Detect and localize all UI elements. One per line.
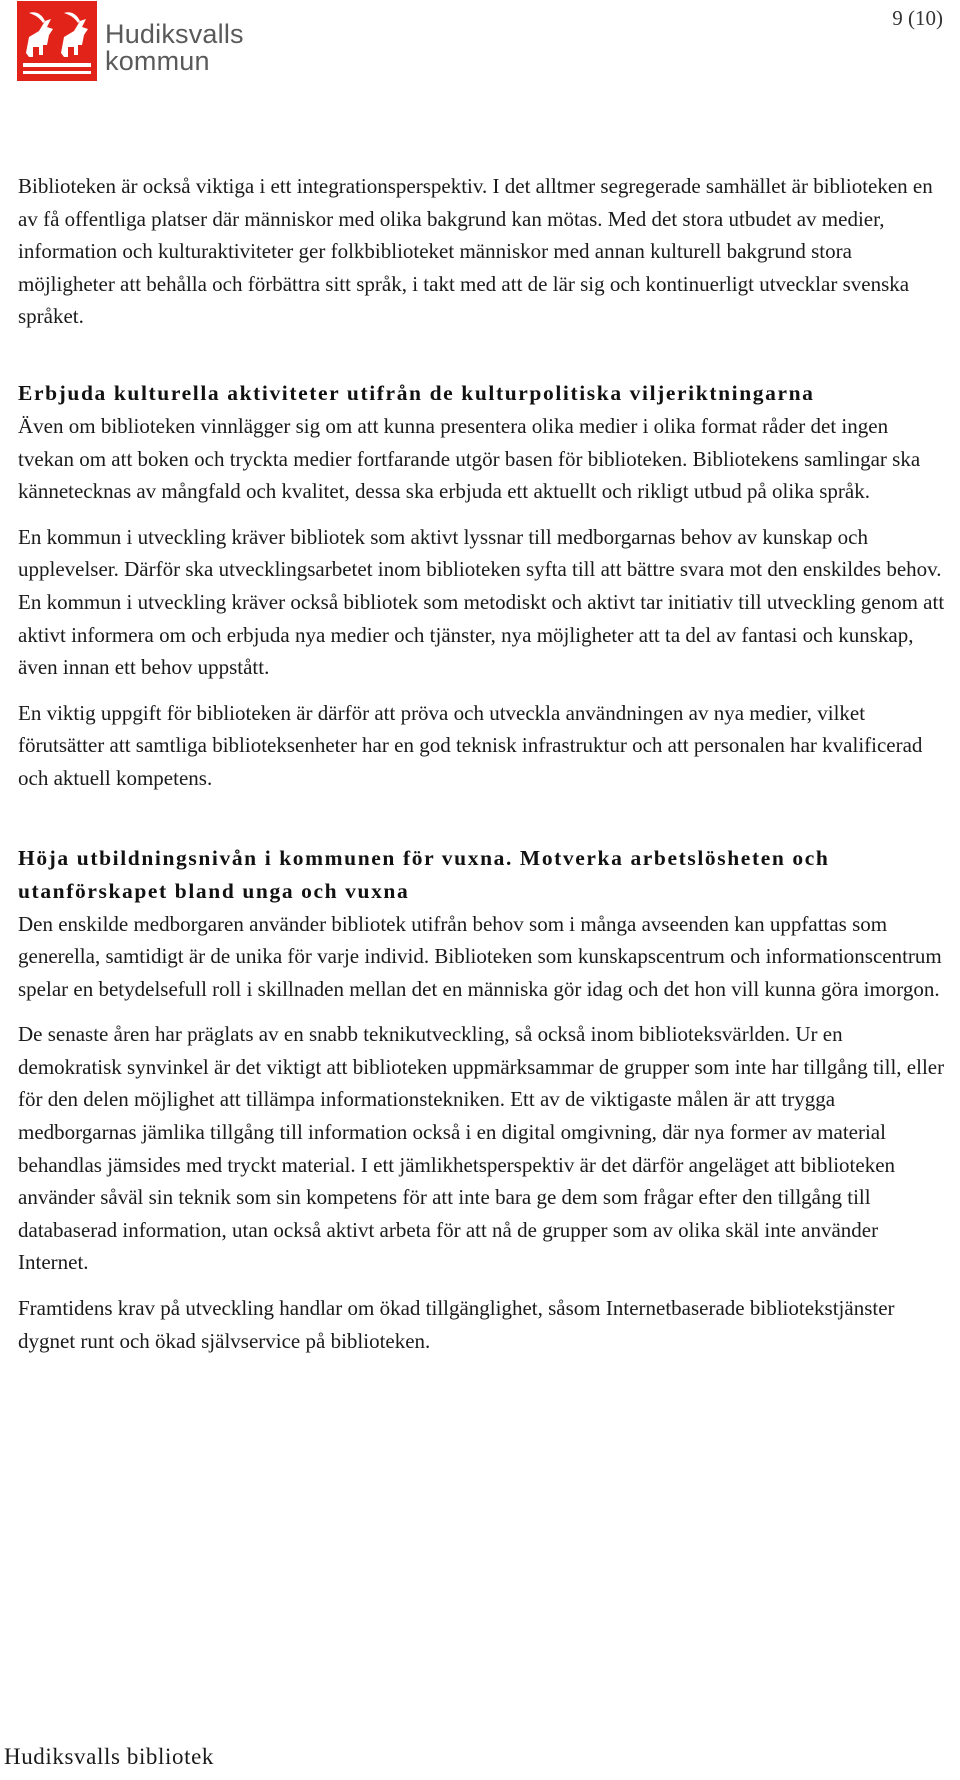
section-heading-education: Höja utbildningsnivån i kommunen för vuxna. Motverka arbetslösheten och utanförskapet bland unga och vuxna xyxy=(18,845,830,903)
page-footer: Hudiksvalls bibliotek xyxy=(4,1744,215,1769)
section1-paragraph: En kommun i utveckling kräver bibliotek som aktivt lyssnar till medborgarnas behov av kunskap och upplevelser. Därför ska utvecklingsarbetet inom biblioteken syfta till att bättre svara mot den enskildes behov. En kommun i utveckling kräver också bibliotek som metodiskt och aktivt tar initiativ till utveckling genom att aktivt informera om och erbjuda nya medier och tjänster, nya möjligheter att ta del av fantasi och kunskap, även innan ett behov uppstått. xyxy=(18,524,945,680)
logo-line-2: kommun xyxy=(105,46,210,76)
goats-emblem-icon xyxy=(17,1,97,81)
logo-line-1: Hudiksvalls xyxy=(105,19,244,49)
intro-paragraph: Biblioteken är också viktiga i ett integrationsperspektiv. I det alltmer segregerade samhället är biblioteken en av få offentliga platser där människor med olika bakgrund kan mötas. Med det stora utbudet av medier, information och kulturaktiviteter ger folkbiblioteket människor med annan kulturell bakgrund stora möjligheter att behålla och förbättra sitt språk, i takt med att de lär sig och kontinuerligt utvecklar svenska språket. xyxy=(18,174,933,329)
section2-paragraph: De senaste åren har präglats av en snabb teknikutveckling, så också inom biblioteksvärlden. Ur en demokratisk synvinkel är det viktigt att biblioteken uppmärksammar de grupper som inte har tillgång till, eller för den delen möjlighet att tillämpa informationstekniken. Ett av de viktigaste målen är att trygga medborgarnas jämlika tillgång till information också i en digital omgivning, där nya former av material behandlas jämsides med tryckt material. I ett jämlikhetsperspektiv är det därför angeläget att biblioteken använder såväl sin teknik som sin kompetens för att inte bara ge dem som frågar efter den tillgång till databaserad information, utan också aktivt arbeta för att nå de grupper som av olika skäl inte använder Internet. xyxy=(18,1022,945,1275)
section-heading-culture: Erbjuda kulturella aktiviteter utifrån de kulturpolitiska viljeriktningarna xyxy=(18,380,815,405)
municipality-logo xyxy=(17,1,267,81)
page-number: 9 (10) xyxy=(892,6,943,30)
section1-paragraph: Även om biblioteken vinnlägger sig om att kunna presentera olika medier i olika format råder det ingen tvekan om att boken och tryckta medier fortfarande utgör basen för biblioteken. Bibliotekens samlingar ska kännetecknas av mångfald och kvalitet, dessa ska erbjuda ett aktuellt och rikligt utbud på olika språk. xyxy=(18,413,921,504)
section2-paragraph: Den enskilde medborgaren använder bibliotek utifrån behov som i många avseenden kan uppfattas som generella, samtidigt är de unika för varje individ. Biblioteken som kunskapscentrum och informationscentrum spelar en betydelsefull roll i skillnaden mellan det en människa gör idag och det hon vill kunna göra imorgon. xyxy=(18,911,942,1001)
document-body xyxy=(18,170,948,1357)
logo-wordmark xyxy=(105,21,244,75)
section2-paragraph: Framtidens krav på utveckling handlar om ökad tillgänglighet, såsom Internetbaserade bibliotekstjänster dygnet runt och ökad självservice på biblioteken. xyxy=(18,1296,895,1353)
section1-paragraph: En viktig uppgift för biblioteken är därför att pröva och utveckla användningen av nya medier, vilket förutsätter att samtliga biblioteksenheter har en god teknisk infrastruktur och att personalen har kvalificerad och aktuell kompetens. xyxy=(18,700,923,790)
